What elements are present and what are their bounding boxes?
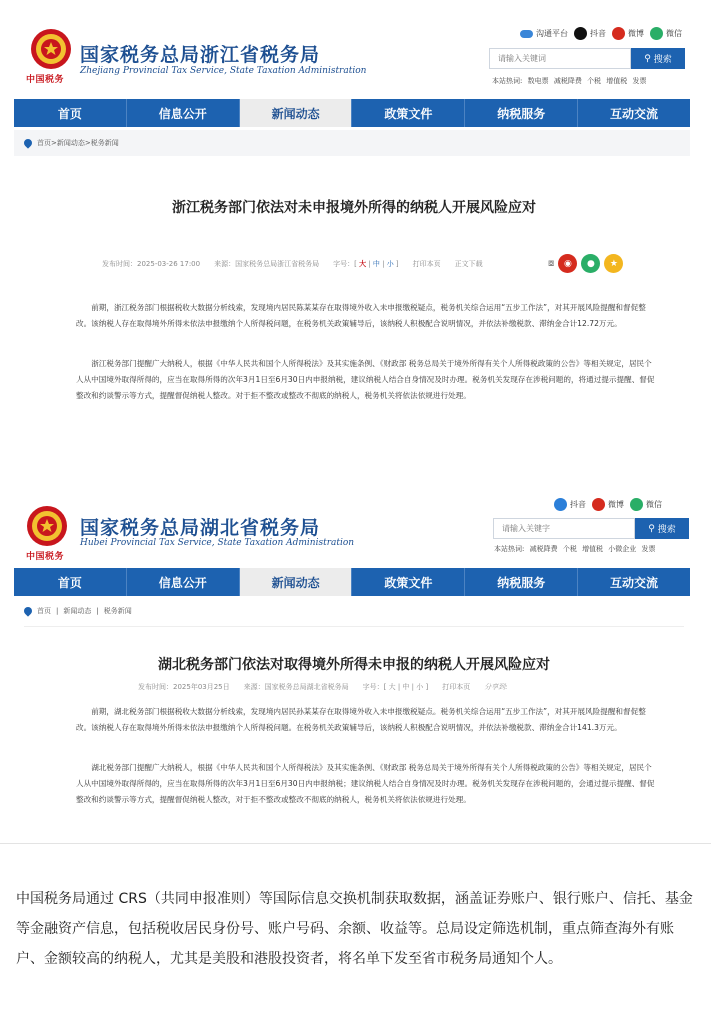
nav-news[interactable]: 新闻动态 xyxy=(240,99,353,127)
article-meta xyxy=(138,682,508,692)
share-label: 分享到: xyxy=(484,683,508,691)
breadcrumb-tax-news[interactable]: 税务新闻 xyxy=(103,607,132,615)
article-paragraph: 前期，浙江税务部门根据税收大数据分析线索，发现境内居民陈某某存在取得境外收入未申报缴税疑点，税务机关综合运用“五步工作法”，对其开展风险提醒和督促整改。该纳税人存在取得境外所得未依法申报缴纳个人所得税问题，在税务机关政策辅导后，该纳税人积极配合说明情况，并依法补缴税款、滞纳金合计12.72万元。 xyxy=(76,303,646,328)
main-nav xyxy=(14,99,690,127)
article-paragraph: 浙江税务部门提醒广大纳税人，根据《中华人民共和国个人所得税法》及其实施条例、《财政部 税务总局关于境外所得有关个人所得税政策的公告》等相关规定，居民个人从中国境外取得所得的，应当在取得所得的次年3月1日至6月30日内申报纳税，建议纳税人结合自身情况及时办理。税务机关发现存在涉税问题的，将通过提示提醒、督促整改和约谈警示等方式，提醒督促纳税人整改。对于拒不整改或整改不彻底的纳税人，税务机关将依法依规进行处理。 xyxy=(76,359,655,400)
hot-word[interactable]: 减税降费 xyxy=(529,545,558,553)
breadcrumb: 首页 | 新闻动态 | 税务新闻 xyxy=(14,598,690,624)
publish-time: 发布时间：2025年03月25日 xyxy=(138,683,230,691)
search-button[interactable]: ⚲ 搜索 xyxy=(631,48,685,69)
location-pin-icon xyxy=(22,137,33,148)
caption-text: 中国税务局通过 CRS（共同申报准则）等国际信息交换机制获取数据，涵盖证券账户、银行账户、信托、基金等金融资产信息，包括税收居民身份号、账户号码、余额、收益等。总局设定筛选机制，重点筛查海外有账户、金额较高的纳税人，尤其是美股和港股投资者，将名单下发至省市税务局通知个人。 xyxy=(16,891,693,967)
wechat-icon xyxy=(650,27,663,40)
hot-word[interactable]: 个税 xyxy=(562,545,577,553)
breadcrumb-news[interactable]: 新闻动态 xyxy=(63,607,92,615)
location-pin-icon xyxy=(22,605,33,616)
font-large-link[interactable]: 大 xyxy=(388,683,396,691)
social-weibo[interactable]: 微博 xyxy=(612,27,644,40)
hot-words: 本站热词: 减税降费 个税 增值税 小微企业 发票 xyxy=(494,545,656,553)
social-links xyxy=(520,27,682,40)
breadcrumb-text[interactable]: 首页>新闻动态>税务新闻 xyxy=(37,139,119,147)
search-icon: ⚲ xyxy=(644,53,651,64)
hot-words: 本站热词: 数电票 减税降费 个税 增值税 发票 xyxy=(492,77,647,85)
hot-word[interactable]: 个税 xyxy=(587,77,602,85)
article-title: 湖北税务部门依法对取得境外所得未申报的纳税人开展风险应对 xyxy=(158,657,550,673)
nav-tax-service[interactable]: 纳税服务 xyxy=(465,568,578,596)
social-wechat[interactable]: 微信 xyxy=(650,27,682,40)
search-input[interactable] xyxy=(489,48,631,69)
article-meta xyxy=(102,259,483,269)
divider xyxy=(0,843,711,844)
social-wechat[interactable]: 微信 xyxy=(630,498,662,511)
weibo-icon xyxy=(612,27,625,40)
site-title-en: Zhejiang Provincial Tax Service, State Taxation Administration xyxy=(80,66,367,76)
site-title: 国家税务总局湖北省税务局 xyxy=(80,517,321,539)
nav-policy[interactable]: 政策文件 xyxy=(352,568,465,596)
douyin-icon xyxy=(554,498,567,511)
print-link[interactable]: 打印本页 xyxy=(442,683,471,691)
douyin-icon xyxy=(574,27,587,40)
hot-word[interactable]: 减税降费 xyxy=(553,77,582,85)
hot-word[interactable]: 发票 xyxy=(632,77,647,85)
article xyxy=(24,160,684,438)
hot-word[interactable]: 数电票 xyxy=(527,77,549,85)
search-input[interactable] xyxy=(493,518,635,539)
weibo-share-icon[interactable]: ◉ xyxy=(558,254,577,273)
search-box xyxy=(493,518,689,539)
nav-interaction[interactable]: 互动交流 xyxy=(610,575,659,590)
font-size-control: 字号：[ 大 | 中 | 小 ] xyxy=(333,260,399,268)
search-button[interactable]: ⚲ 搜索 xyxy=(635,518,689,539)
zhejiang-site-screenshot xyxy=(0,0,711,438)
social-links xyxy=(554,498,662,511)
hot-word[interactable]: 增值税 xyxy=(606,77,628,85)
nav-tax-service[interactable]: 纳税服务 xyxy=(465,99,578,127)
nav-interaction[interactable]: 互动交流 xyxy=(610,106,659,121)
nav-news[interactable]: 新闻动态 xyxy=(240,568,353,596)
slogan-logo: 中国税务 xyxy=(26,75,65,85)
site-title-en: Hubei Provincial Tax Service, State Taxation Administration xyxy=(80,538,355,548)
cloud-icon xyxy=(520,30,533,38)
nav-home[interactable]: 首页 xyxy=(14,568,127,596)
font-small-link[interactable]: 小 xyxy=(386,260,394,268)
hot-word[interactable]: 发票 xyxy=(641,545,656,553)
social-platform[interactable]: 沟通平台 xyxy=(520,28,568,39)
social-douyin[interactable]: 抖音 xyxy=(554,498,586,511)
search-icon: ⚲ xyxy=(648,523,655,534)
article-title: 浙江税务部门依法对未申报境外所得的纳税人开展风险应对 xyxy=(172,200,536,216)
main-nav xyxy=(14,568,690,596)
wechat-icon xyxy=(630,498,643,511)
site-title: 国家税务总局浙江省税务局 xyxy=(80,44,321,66)
download-link[interactable]: 正文下载 xyxy=(454,260,483,268)
qzone-share-icon[interactable]: ★ xyxy=(604,254,623,273)
source: 来源：国家税务总局浙江省税务局 xyxy=(214,260,320,268)
weibo-icon xyxy=(592,498,605,511)
article xyxy=(24,626,684,833)
tax-emblem-icon xyxy=(30,28,72,70)
hot-word[interactable]: 增值税 xyxy=(582,545,604,553)
nav-info-public[interactable]: 信息公开 xyxy=(127,99,240,127)
article-paragraph: 前期，湖北税务部门根据税收大数据分析线索，发现境内居民孙某某存在取得境外收入未申报缴税疑点。税务机关综合运用“五步工作法”，对其开展风险提醒和督促整改。该纳税人存在取得境外所得未依法申报缴纳个人所得税问题。在税务机关政策辅导后，该纳税人积极配合说明情况，并依法补缴税款、滞纳金合计141.3万元。 xyxy=(76,707,646,732)
search-box xyxy=(489,48,685,69)
nav-info-public[interactable]: 信息公开 xyxy=(127,568,240,596)
breadcrumb xyxy=(14,130,690,156)
publish-time: 发布时间：2025-03-26 17:00 xyxy=(102,260,201,268)
nav-policy[interactable]: 政策文件 xyxy=(352,99,465,127)
font-large-link[interactable]: 大 xyxy=(359,260,367,268)
hot-word[interactable]: 小微企业 xyxy=(608,545,637,553)
tax-emblem-icon xyxy=(26,505,68,547)
nav-home[interactable]: 首页 xyxy=(14,99,127,127)
font-small-link[interactable]: 小 xyxy=(416,683,424,691)
font-size-control: 字号：[ 大 | 中 | 小 ] xyxy=(362,683,429,691)
font-mid-link[interactable]: 中 xyxy=(372,260,380,268)
breadcrumb-home[interactable]: 首页 xyxy=(37,607,51,615)
social-weibo[interactable]: 微博 xyxy=(592,498,624,511)
slogan-logo: 中国税务 xyxy=(26,552,65,562)
font-mid-link[interactable]: 中 xyxy=(402,683,410,691)
share-icon: ⧇ xyxy=(548,258,555,269)
social-douyin[interactable]: 抖音 xyxy=(574,27,606,40)
print-link[interactable]: 打印本页 xyxy=(412,260,441,268)
hubei-site-screenshot xyxy=(0,488,711,833)
article-paragraph: 湖北税务部门提醒广大纳税人，根据《中华人民共和国个人所得税法》及其实施条例、《财政部 税务总局关于境外所得有关个人所得税政策的公告》等相关规定，居民个人从中国境外取得所得的，应当在取得所得的次年3月1日至6月30日内申报纳税；建议纳税人结合自身情况及时办理。税务机关发现存在涉税问题的，会通过提示提醒、督促整改和约谈警示等方式，提醒督促纳税人整改，对于拒不整改或整改不彻底的纳税人，税务机关将依法依规进行处理。 xyxy=(76,763,655,804)
wechat-share-icon[interactable]: ● xyxy=(581,254,600,273)
source: 来源：国家税务总局湖北省税务局 xyxy=(243,683,349,691)
share-buttons xyxy=(548,254,623,273)
